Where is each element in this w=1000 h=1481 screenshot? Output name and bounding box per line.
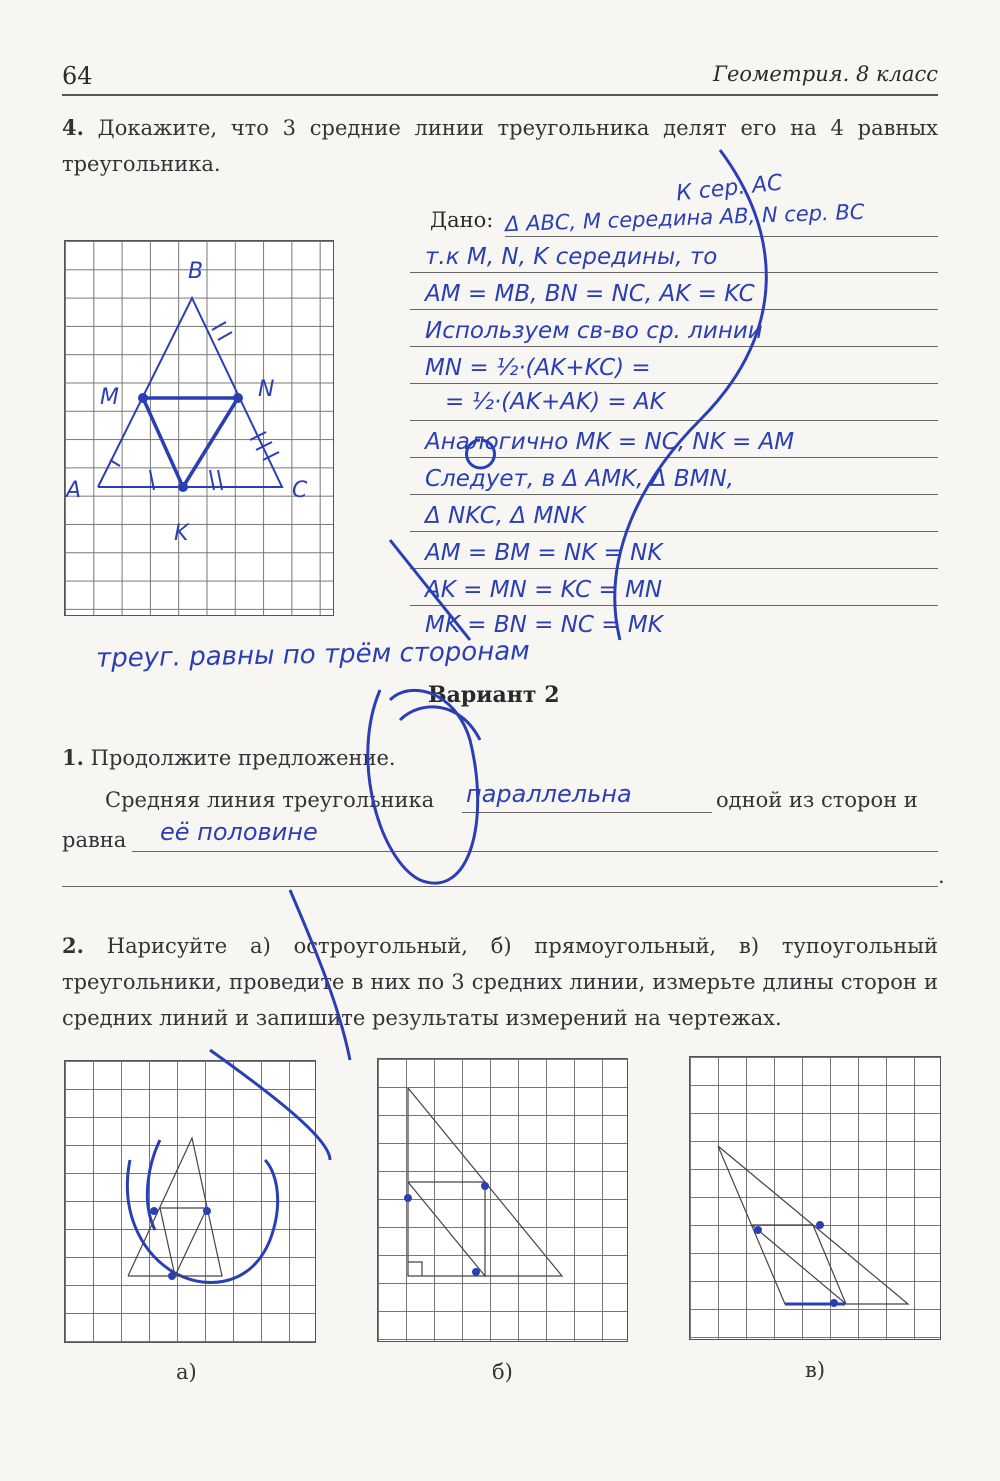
task-1-sentence-middle: одной из сторон и <box>716 788 918 812</box>
task-4-point-labels <box>64 259 308 546</box>
hw-answer-1: параллельна <box>466 780 632 808</box>
point-label-m: M <box>100 385 119 410</box>
hw-answer-2: её половине <box>160 818 318 846</box>
point-label-a: A <box>66 478 82 503</box>
task-1-text: Продолжите предложение. <box>90 746 396 770</box>
point-label-k: K <box>174 521 189 546</box>
hw-line-9: AM = BM = NK = NK <box>425 540 663 566</box>
task-1-number: 1. <box>62 745 84 770</box>
ink-scribbles <box>127 150 766 1282</box>
task-1-sentence-end: равна <box>62 828 127 852</box>
figure-a-triangle <box>128 1138 222 1276</box>
given-label: Дано: <box>430 208 494 232</box>
task-2-text: Нарисуйте а) остроугольный, б) прямоугольный, в) тупоугольный треугольники, проведите в них по 3 средних линии, измерьте длины сторон и средних линий и запишите результаты измерений на чертежах. <box>62 934 938 1030</box>
hw-line-11: MK = BN = NC = MK <box>425 612 663 638</box>
caption-b: б) <box>492 1360 513 1384</box>
hw-line-2: AM = MB, BN = NC, AK = KC <box>425 281 755 307</box>
task-4-text: Докажите, что 3 средние линии треугольника делят его на 4 равных треугольника. <box>62 116 938 176</box>
variant-heading: Вариант 2 <box>428 682 560 708</box>
trailing-dot: . <box>938 864 945 888</box>
hw-line-3: Используем св-во ср. линии <box>425 318 763 344</box>
running-title: Геометрия. 8 класс <box>713 62 938 86</box>
point-label-b: B <box>188 259 204 284</box>
hw-line-10: AK = MN = KC = MN <box>425 577 663 603</box>
hw-line-8: Δ NKC, Δ MNK <box>425 503 586 529</box>
task-1-sentence-start: Средняя линия треугольника <box>105 788 435 812</box>
page-number: 64 <box>62 62 93 90</box>
figure-c-triangle <box>718 1146 908 1304</box>
hw-line-7: Следует, в Δ AMK, Δ BMN, <box>425 466 734 492</box>
task-2-number: 2. <box>62 933 84 958</box>
caption-c: в) <box>805 1358 826 1382</box>
hw-line-5: = ½·(AK+AK) = AK <box>445 389 665 415</box>
point-label-n: N <box>258 377 275 402</box>
hw-line-4: MN = ½·(AK+KC) = <box>425 355 651 381</box>
hw-line-1: т.к M, N, K середины, то <box>425 244 718 270</box>
hw-k-midpoint: К сер. АС <box>674 170 784 207</box>
task-4-number: 4. <box>62 115 84 140</box>
hw-conclusion: треуг. равны по трём сторонам <box>95 636 531 674</box>
point-label-c: C <box>292 478 308 503</box>
figure-c-points <box>754 1221 838 1307</box>
hw-given: Δ ABC, M середина AB, N сер. BC <box>504 199 865 237</box>
task-4-triangle <box>98 298 282 491</box>
hw-line-6: Аналогично MK = NC, NK = AM <box>425 429 795 455</box>
caption-a: а) <box>176 1360 197 1384</box>
